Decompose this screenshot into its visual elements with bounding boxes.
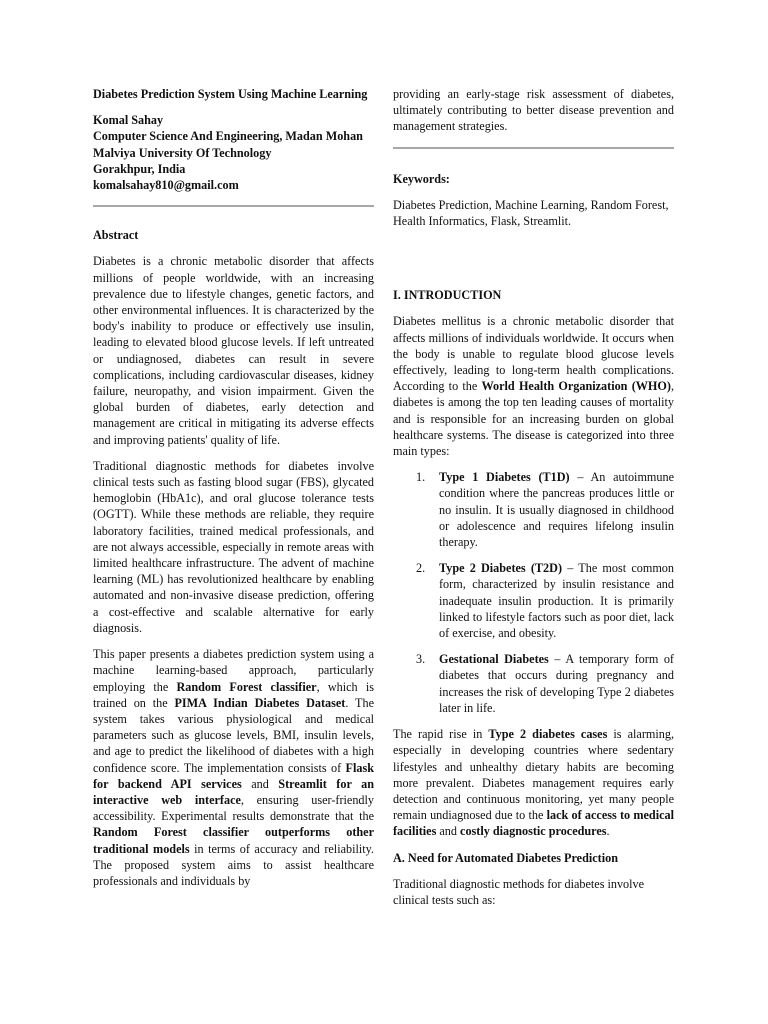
author-name: Komal Sahay [93,113,164,128]
author-affiliation: Computer Science And Engineering, Madan Mohan Malviya University Of Technology [93,129,363,160]
header-divider [93,205,374,207]
left-column [93,86,374,889]
abstract-paragraph-3: This paper presents a diabetes prediction system using a machine learning-based approach, particularly employing the Random Forest classifier, which is trained on the PIMA Indian Diabetes Dataset. The system takes various physiological and medical parameters such as glucose levels, BMI, insulin levels, and age to predict the likelihood of diabetes with a high confidence score. The implementation consists of Flask for backend API services and Streamlit for an interactive web interface, ensuring user-friendly accessibility. Experimental results demonstrate that the Random Forest classifier outperforms other traditional models in terms of accuracy and reliability. The proposed system aims to assist healthcare professionals and individuals by [93,647,374,888]
list-item: 3. Gestational Diabetes – A temporary form of diabetes that occurs during pregnancy and increases the risk of developing Type 2 diabetes later in life. [416,652,674,715]
introduction-paragraph-2: The rapid rise in Type 2 diabetes cases is alarming, especially in developing countries where sedentary lifestyles and unhealthy dietary habits are becoming more prevalent. Diabetes management requires early detection and continuous monitoring, yet many people remain undiagnosed due to the lack of access to medical facilities and costly diagnostic procedures. [393,727,674,839]
introduction-paragraph-3: Traditional diagnostic methods for diabetes involve clinical tests such as: [393,876,645,907]
author-email: komalsahay810@gmail.com [93,178,239,193]
diabetes-types-list [393,469,674,716]
right-column [393,86,674,908]
abstract-paragraph-1: Diabetes is a chronic metabolic disorder that affects millions of people worldwide, with an increasing prevalence due to lifestyle changes, genetic factors, and other environmental influences. It is characterized by the body's inability to produce or effectively use insulin, leading to elevated blood glucose levels. If left untreated or undiagnosed, diabetes can result in severe complications, including cardiovascular diseases, kidney failure, neuropathy, and vision impairment. Given the global burden of diabetes, early detection and management are critical in mitigating its adverse effects and improving patients' quality of life. [93,254,374,447]
abstract-paragraph-3-continued: providing an early-stage risk assessment of diabetes, ultimately contributing to better disease prevention and management strategies. [393,87,674,134]
keywords-list: Diabetes Prediction, Machine Learning, Random Forest, Health Informatics, Flask, Streamlit. [393,197,669,229]
list-item: 1. Type 1 Diabetes (T1D) – An autoimmune condition where the pancreas produces little or no insulin. It is usually diagnosed in childhood or adolescence and requires lifelong insulin therapy. [416,470,674,550]
abstract-paragraph-2: Traditional diagnostic methods for diabetes involve clinical tests such as fasting blood sugar (FBS), glycated hemoglobin (HbA1c), and oral glucose tolerance tests (OGTT). While these methods are reliable, they require laboratory facilities, trained medical professionals, and are not always accessible, especially in remote areas with limited healthcare infrastructure. The advent of machine learning (ML) has revolutionized healthcare by enabling automated and non-invasive disease prediction, offering a cost-effective and scalable alternative for early diagnosis. [93,458,374,635]
abstract-divider [393,147,674,149]
subsection-heading: A. Need for Automated Diabetes Prediction [393,850,618,865]
abstract-heading: Abstract [93,228,139,243]
list-item: 2. Type 2 Diabetes (T2D) – The most common form, characterized by insulin resistance and inadequate insulin production. It is primarily linked to lifestyle factors such as poor diet, lack of exercise, and obesity. [416,561,674,641]
introduction-paragraph-1: Diabetes mellitus is a chronic metabolic disorder that affects millions of individuals worldwide. It occurs when the body is unable to regulate blood glucose levels effectively, leading to long-term health complications. According to the World Health Organization (WHO), diabetes is among the top ten leading causes of mortality and is responsible for an increasing burden on global healthcare systems. The disease is categorized into three main types: [393,314,675,459]
author-location: Gorakhpur, India [93,161,186,176]
introduction-heading: I. INTRODUCTION [393,288,502,303]
keywords-heading: Keywords: [393,171,450,186]
paper-title: Diabetes Prediction System Using Machine Learning [93,87,368,101]
